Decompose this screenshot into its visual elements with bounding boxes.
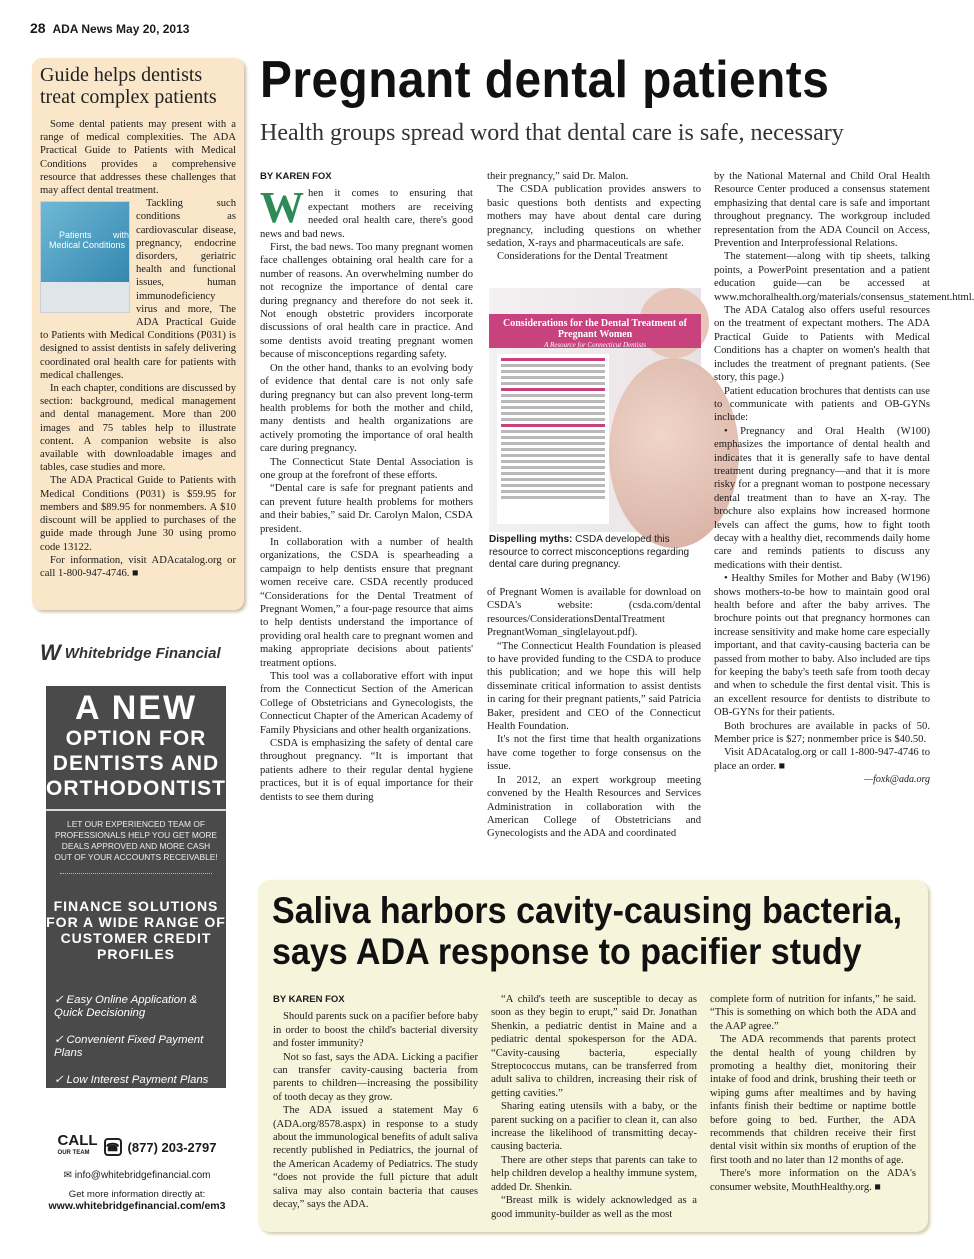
ad-email: [44, 1170, 230, 1181]
ad-benefit-item: [54, 1034, 218, 1060]
main-paragraph: “The Connecticut Health Foundation is pleased to have provided funding to the CSDA to produce this publication; and we hope this will help disseminate critical information to assist dentists in caring for their pregnant patients,” said Patricia Baker, president and CEO of the Connecticut Health Foundation.: [487, 640, 701, 733]
ad-body-text: LET OUR EXPERIENCED TEAM OF PROFESSIONALS HELP YOU GET MORE DEALS APPROVED AND MORE CASH OUT OF YOUR ACCOUNTS RECEIVABLE!: [54, 819, 218, 862]
sidebar-paragraph: Some dental patients may present with a range of medical complexities. The ADA Practical Guide to Patients with Medical Conditions provides a comprehensive resource that addresses these challenges that may affect dental treatment.: [40, 119, 236, 197]
brochure-text-line: [501, 466, 605, 469]
second-paragraph: Should parents suck on a pacifier before baby in order to boost the child's bacterial diversity and foster immunity?: [273, 1011, 478, 1050]
main-paragraph: CSDA is emphasizing the safety of dental care throughout pregnancy. “It is important that patients adhere to their regular dental hygiene practices, but it is of equal importance for their dentists to see them during: [260, 738, 473, 803]
main-paragraph: Patient education brochures that dentists can use to communicate with patients and OB-GYNs include:: [714, 385, 930, 424]
ad-divider: [46, 809, 226, 811]
main-column-1: [260, 170, 473, 860]
ad-logo-text: Whitebridge Financial: [64, 644, 221, 662]
check-icon: ✓: [54, 1074, 64, 1086]
brochure-photo: [489, 288, 701, 532]
drop-cap: W: [260, 183, 304, 233]
main-paragraph: First, the bad news. Too many pregnant women face challenges obtaining oral health care for a number of reasons. An overwhelming number do not recognize the importance of dental care during pregnancy and therefore do not seek it. Not enough obstetric providers incorporate discussions of oral health care in practice. And some dentists avoid treating pregnant women because of misconceptions regarding safety.: [260, 242, 473, 361]
caption-text: CSDA developed this resource to correct misconceptions regarding dental care during pregnancy.: [489, 534, 690, 571]
brochure-text-line: [501, 424, 605, 427]
brochure-text-line: [501, 400, 605, 403]
brochure-text-line: [501, 412, 605, 415]
brochure-subtitle: A Resource for Connecticut Dentists: [544, 341, 646, 349]
main-column-2-bottom: [487, 586, 701, 862]
main-paragraph: It's not the first time that health organizations have come together to forge consensus on the issue.: [487, 734, 701, 773]
second-paragraph: There are other steps that parents can take to help children develop a healthy immune system, added Dr. Shenkin.: [491, 1154, 697, 1193]
ad-call-sub: OUR TEAM: [57, 1150, 90, 1156]
second-paragraph: Sharing eating utensils with a baby, or the parent sucking on a pacifier to clean it, can also increase the likelihood of transmitting decay-causing bacteria.: [491, 1101, 697, 1153]
brochure-text-line: [501, 484, 605, 487]
main-paragraph: • Healthy Smiles for Mother and Baby (W196) shows mothers-to-be how to maintain good oral health before and after the baby arrives. The brochure points out that pregnancy hormones can increase sensitivity and make home care especially important, and that cavity-causing bacteria can be passed from mother to baby. Also included are tips for keeping the baby's teeth safe from tooth decay and when to schedule the first dental visit. This is an excellent resource for dentists to distribute to OB-GYNs for their patients.: [714, 573, 930, 719]
page-folio: [30, 20, 189, 36]
brochure-text-line: [501, 478, 605, 481]
second-paragraph: Not so fast, says the ADA. Licking a pacifier can transfer cavity-causing bacteria from parents to children—increasing the possibility of tooth decay as they grow.: [273, 1051, 478, 1103]
main-paragraph: In collaboration with a number of health organizations, the CSDA is spearheading a campaign to help dentists ensure that pregnant women receive care. CSDA recently produced “Considerations for the Dental Treatment of Pregnant Women,” a four-page resource that aims to help dentists understand the importance of providing oral health care to pregnant women and making appropriate decisions about patients' treatment options.: [260, 536, 473, 669]
brochure-text-line: [501, 472, 605, 475]
brochure-text-line: [501, 394, 605, 397]
main-headline: Pregnant dental patients: [260, 51, 830, 109]
ad-headline-line-1: A NEW: [74, 689, 198, 727]
phone-icon: ☎: [104, 1138, 122, 1156]
brochure-text-line: [501, 442, 605, 445]
ad-benefit-text: Convenient Fixed Payment Plans: [54, 1034, 204, 1059]
ad-logo: [40, 640, 238, 666]
ad-dotted-divider: [60, 873, 212, 874]
sidebar-paragraph: The ADA Practical Guide to Patients with Medical Conditions (P031) is $59.95 for members and $89.95 for nonmembers. A $10 discount will be applied to purchases of the guide made through June 30 using promo code 13122.: [40, 475, 236, 553]
envelope-icon: ✉: [63, 1170, 72, 1181]
check-icon: ✓: [54, 1034, 64, 1046]
ad-benefit-text: Low Interest Payment Plans: [66, 1074, 209, 1086]
brochure-text-line: [501, 370, 605, 373]
ad-email-address[interactable]: info@whitebridgefinancial.com: [74, 1170, 211, 1181]
book-cover-title: Patients with Medical Conditions: [49, 230, 129, 251]
main-paragraph: On the other hand, thanks to an evolving body of evidence that dental care is not only safe during pregnancy but can also prevent long-term health problems for both the mother and child, many dentists and health organizations are actively promoting the importance of oral health care during pregnancy.: [260, 362, 473, 455]
sidebar-paragraph-text: Tackling such conditions as cardiovascular disease, pregnancy, endocrine disorders, geriatric health and functional issues, human immunodeficiency virus and more, The ADA Practical Guide to Patients with Medical Conditions (P031) is designed to assist dentists in safely delivering coordinated oral health care for patients with medical challenges.: [40, 198, 236, 381]
main-subheadline: Health groups spread word that dental care is safe, necessary: [260, 120, 844, 146]
main-lead-text: hen it comes to ensuring that expectant mothers are receiving needed oral health care, there's good news and bad news.: [260, 188, 473, 240]
main-byline: BY KAREN FOX: [260, 171, 332, 182]
ad-finance-heading: FINANCE SOLUTIONS FOR A WIDE RANGE OF CUSTOMER CREDIT PROFILES: [46, 898, 226, 962]
main-paragraph: • Pregnancy and Oral Health (W100) emphasizes the importance of dental health and indicates that it is generally safe to have dental treatment during pregnancy—and that it is more risky for a pregnant woman to postpone necessary dental treatment than to have an X-ray. The brochure also explains how increased hormone levels can affect the gums, how to fight tooth decay with a healthy diet, recommends daily home care and reminds patients to discuss any medications with their dentist.: [714, 425, 930, 571]
brochure-text-line: [501, 406, 605, 409]
brochure-text-line: [501, 364, 605, 367]
second-headline: [272, 890, 902, 972]
check-icon: ✓: [54, 994, 64, 1006]
brochure-text-line: [501, 454, 605, 457]
advertisement: [40, 640, 241, 1230]
main-paragraph: Considerations for the Dental Treatment: [497, 251, 668, 263]
sidebar-article: [32, 58, 244, 610]
second-paragraph: The ADA issued a statement May 6 (ADA.org/8578.aspx) in response to a study about the immunological benefits of adult saliva recently published in Pediatrics, the journal of the American Academy of Pediatrics. The study “does not provide the full picture that adult saliva may also contain bacteria that causes decay,” says the ADA.: [273, 1105, 478, 1211]
main-paragraph: The Connecticut State Dental Association is one group at the forefront of these efforts.: [260, 456, 473, 481]
brochure-text-line: [501, 388, 605, 391]
sidebar-title: Guide helps dentists treat complex patients: [40, 64, 217, 108]
ad-headline-line-2: OPTION FOR DENTISTS AND ORTHODONTISTS: [46, 727, 241, 800]
ad-call-word: CALL: [57, 1132, 98, 1149]
brochure-title-band: [489, 314, 701, 348]
book-cover-image: [40, 201, 130, 313]
main-paragraph: This tool was a collaborative effort with input from the Connecticut Section of the American College of Obstetricians and Gynecologists, the Connecticut Chapter of the American Academy of Family Physicians and other health organizations.: [260, 671, 473, 736]
main-paragraph: Both brochures are available in packs of 50. Member price is $27; nonmember price is $40.50.: [714, 720, 930, 746]
brochure-text-line: [501, 460, 605, 463]
ad-call-label: [58, 1134, 98, 1160]
ad-website-link[interactable]: www.whitebridgefinancial.com/em3: [48, 1200, 226, 1212]
main-column-3: [714, 170, 974, 862]
ad-headline: [46, 686, 241, 801]
sidebar-paragraph: For information, visit ADAcatalog.org or call 1-800-947-4746. ■: [40, 554, 236, 579]
second-paragraph: There's more information on the ADA's consumer website, MouthHealthy.org. ■: [710, 1168, 916, 1193]
publication-date: ADA News May 20, 2013: [52, 22, 190, 36]
brochure-text-line: [501, 358, 605, 361]
ad-logo-mark-icon: W: [40, 640, 61, 665]
main-paragraph: The CSDA publication provides answers to basic questions both dentists and expecting mothers may have about dental care during pregnancy, including questions on whether sedation, X-rays and pharmaceuticals are safe.: [487, 184, 701, 250]
brochure-text-line: [501, 490, 605, 493]
brochure-text-line: [501, 418, 605, 421]
ad-benefit-item: [54, 1074, 218, 1087]
main-paragraph: In 2012, an expert workgroup meeting convened by the Health Resources and Services Administration in collaboration with the American College of Obstetricians and Gynecologists and the ADA and coordinated: [487, 774, 701, 840]
ad-benefit-item: [54, 994, 218, 1020]
caption-label: Dispelling myths:: [489, 534, 573, 545]
brochure-page: [497, 354, 609, 524]
main-paragraph: of Pregnant Women is available for download on CSDA's website: (csda.com/dental resources/ConsiderationsDentalTreatment PregnantWoman_singlelayout.pdf).: [487, 587, 701, 639]
main-paragraph: Visit ADAcatalog.org or call 1-800-947-4746 to place an order. ■: [714, 747, 930, 772]
brochure-text-line: [501, 382, 605, 385]
sidebar-paragraph: [40, 197, 236, 382]
second-headline-line-2: says ADA response to pacifier study: [272, 931, 862, 972]
second-column-3: [710, 993, 916, 1227]
ad-benefit-list: [46, 990, 226, 1088]
brochure-text-line: [501, 436, 605, 439]
second-paragraph: “Breast milk is widely acknowledged as a good immunity-builder as well as the most: [491, 1195, 697, 1220]
ad-more-info: Get more information directly at:: [68, 1189, 206, 1200]
second-column-1: [273, 993, 478, 1227]
second-paragraph: The ADA recommends that parents protect the dental health of young children by promoting a healthy diet, monitoring their intake of food and drink, brushing their teeth or wiping gums after mealtimes and by having infants finish their bedtime or naptime bottle before going to bed. Further, the ADA recommends that children receive their first dental visit within six months of eruption of the first tooth and no later than 12 months of age.: [710, 1034, 916, 1166]
main-column-2-top: [487, 170, 701, 288]
brochure-text-line: [501, 448, 605, 451]
page-number: 28: [30, 20, 46, 36]
main-paragraph: The statement—along with tip sheets, talking points, a PowerPoint presentation and a patient education guide—can be accessed at www.mchoralhealth.org/materials/consensus_statement.html.: [714, 251, 974, 303]
author-email: —foxk@ada.org: [864, 774, 930, 786]
second-byline: BY KAREN FOX: [273, 994, 345, 1005]
main-lead-paragraph: [260, 183, 473, 241]
ad-contact: [44, 1134, 230, 1212]
ad-call-line: [44, 1134, 230, 1160]
second-paragraph: complete form of nutrition for infants,” he said. “This is something on which both the ADA and the AAP agree.”: [710, 994, 916, 1032]
main-paragraph: The ADA Catalog also offers useful resources on the treatment of expectant mothers. The ADA Practical Guide to Patients with Medical Conditions has a chapter on women's health that includes the treatment of pregnant patients. (See story, this page.): [714, 305, 930, 384]
brochure-text-line: [501, 496, 605, 499]
photo-caption: [489, 534, 701, 572]
brochure-text-line: [501, 430, 605, 433]
main-paragraph: their pregnancy,” said Dr. Malon.: [487, 171, 629, 182]
second-paragraph: “A child's teeth are susceptible to decay as soon as they begin to erupt,” said Dr. Jonathan Shenkin, a pediatric dentist in Maine and a pediatric dental spokesperson for the ADA. “Cavity-causing bacteria, especially Streptococcus mutans, can be transferred from adult saliva to children, increasing their risk of getting cavities.”: [491, 994, 697, 1099]
second-headline-line-1: Saliva harbors cavity-causing bacteria,: [272, 890, 903, 931]
book-cover-shade: [41, 282, 129, 312]
ad-benefit-text: Easy Online Application & Quick Decisioning: [54, 994, 198, 1019]
sidebar-paragraph: In each chapter, conditions are discussed by section: background, medical management and dental management. More than 200 images and 75 tables help to illustrate content. A companion website is also available with downloadable images and tables, case studies and more.: [40, 383, 236, 474]
brochure-text-line: [501, 376, 605, 379]
second-column-2: [491, 993, 697, 1227]
brochure-title: Considerations for the Dental Treatment of Pregnant Women: [503, 318, 687, 340]
main-paragraph: by the National Maternal and Child Oral Health Resource Center produced a consensus statement emphasizing that dental care is safe and important throughout pregnancy. The workgroup included representation from the ADA Council on Access, Prevention and Interprofessional Relations.: [714, 171, 930, 250]
main-paragraph: “Dental care is safe for pregnant patients and can prevent future health problems for mothers and their babies,” said Dr. Carolyn Malon, CSDA president.: [260, 483, 473, 535]
ad-phone-number[interactable]: (877) 203-2797: [127, 1139, 217, 1155]
